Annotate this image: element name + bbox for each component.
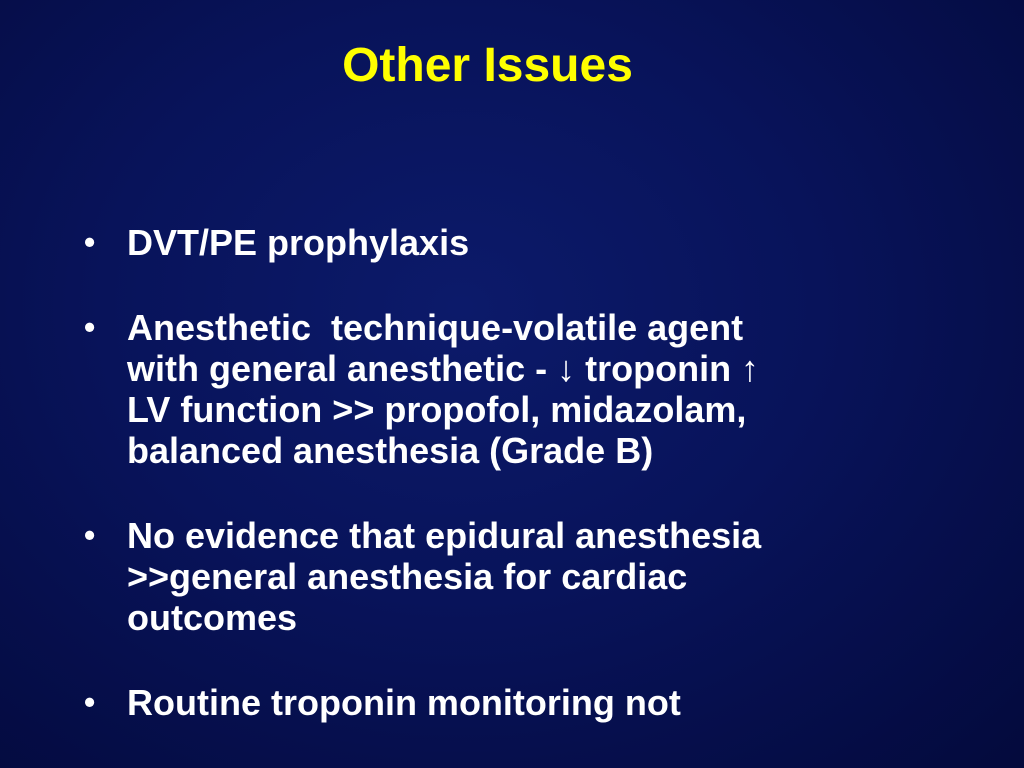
bullet-icon: •	[84, 309, 96, 345]
bullet-text: Anesthetic technique-volatile agent with general anesthetic - ↓ troponin ↑ LV function >> propofol, midazolam, balanced anesthesia (Grade B)	[127, 307, 760, 471]
bullet-icon: •	[84, 684, 96, 720]
slide-title: Other Issues	[342, 39, 633, 92]
bullet-list	[84, 222, 904, 767]
bullet-item	[84, 682, 904, 723]
bullet-text: No evidence that epidural anesthesia >>general anesthesia for cardiac outcomes	[127, 515, 762, 638]
bullet-icon: •	[84, 224, 96, 260]
bullet-item	[84, 222, 904, 263]
bullet-text: DVT/PE prophylaxis	[127, 222, 470, 263]
bullet-text: Routine troponin monitoring not	[127, 682, 681, 723]
bullet-item	[84, 515, 904, 638]
bullet-item	[84, 307, 904, 471]
bullet-icon: •	[84, 517, 96, 553]
